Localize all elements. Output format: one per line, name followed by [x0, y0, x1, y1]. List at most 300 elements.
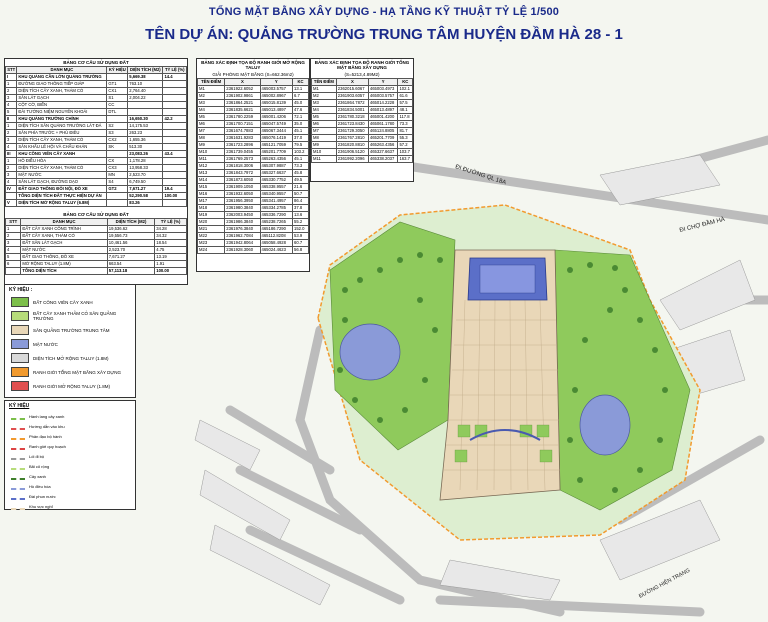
land-use-table — [5, 66, 187, 207]
table-row — [198, 135, 309, 142]
kyhieu-label: Hồ điều hòa — [29, 483, 51, 489]
table-cell: ĐÀI TƯỞNG NIỆM NGUYỄN KHOÁI — [17, 109, 107, 116]
table-cell: SÂN LÁT GẠCH, ĐƯỜNG DẠO — [17, 179, 107, 186]
table-cell: 2361932.6050 — [225, 191, 260, 198]
table-row — [6, 268, 187, 275]
legend-label: MẶT NƯỚC — [33, 341, 58, 347]
table-cell: DIỆN TÍCH SÂN QUẢNG TRƯỜNG LÁT ĐÁ — [17, 123, 107, 130]
table-cell: 10,461.56 — [107, 240, 154, 247]
stage-roof — [480, 265, 535, 293]
legend-item — [5, 323, 135, 337]
table-cell: 2361922.6052 — [225, 86, 260, 93]
table-cell: KHU CÔNG VIÊN CÂY XANH — [17, 151, 107, 158]
table-cell: DTL — [107, 109, 128, 116]
table-cell: 2361986.3840 — [225, 219, 260, 226]
table-cell: M7 — [312, 128, 337, 135]
table-cell: 465336.7290 — [260, 212, 293, 219]
table-cell: 49.5 — [293, 177, 309, 184]
table-cell: IV — [6, 186, 17, 193]
table-row — [312, 135, 413, 142]
table-row — [312, 142, 413, 149]
table-row — [312, 121, 413, 128]
table-row — [198, 191, 309, 198]
table-cell: 465058.4928 — [260, 240, 293, 247]
table-cell: 61.6 — [398, 93, 413, 100]
table-row — [198, 219, 309, 226]
table-row — [6, 186, 187, 193]
table-cell — [163, 102, 187, 109]
table-cell: 2361631.9283 — [225, 135, 260, 142]
table-row — [6, 88, 187, 95]
table-cell: M6 — [312, 121, 337, 128]
table-row — [6, 165, 187, 172]
table-cell: MẶT NƯỚC — [17, 172, 107, 179]
table-cell: 2,004.22 — [128, 95, 163, 102]
table-cell: 465334.2785 — [260, 205, 293, 212]
table-cell: MN — [107, 172, 128, 179]
table-cell: 465201.7709 — [260, 149, 293, 156]
legend-item — [5, 337, 135, 351]
table-cell: M8 — [198, 135, 225, 142]
kyhieu-symbol-icon — [11, 432, 25, 440]
table-row — [198, 177, 309, 184]
table-cell: 465263.4356 — [260, 156, 293, 163]
table-cell: 100.00 — [155, 268, 187, 275]
legend-swatch — [11, 311, 29, 321]
table-cell: 465076.1419 — [260, 135, 293, 142]
table-cell: 465061.1780 — [368, 121, 398, 128]
coord1-caption-2: GIẢI PHÓNG MẶT BẰNG (S=662.36m2) — [212, 72, 294, 77]
table-cell: 83.26 — [128, 200, 163, 207]
table-cell: 43.4 — [163, 151, 187, 158]
kyhieu-item — [5, 501, 135, 511]
table-cell: 1,655.36 — [128, 137, 163, 144]
table-row — [6, 226, 187, 233]
table-cell: 5,669.38 — [128, 74, 163, 81]
table-cell: 2361820.8810 — [336, 142, 368, 149]
table-cell: 37.8 — [293, 205, 309, 212]
table-cell: M20 — [198, 219, 225, 226]
table-row — [198, 128, 309, 135]
kyhieu-item — [5, 461, 135, 471]
table-cell: 2361864.2521 — [225, 100, 260, 107]
table-row — [198, 226, 309, 233]
legend-label: DIỆN TÍCH MỞ RỘNG TALUY (1.8M) — [33, 355, 109, 361]
table-header: KC — [398, 79, 413, 86]
table-cell: M4 — [198, 107, 225, 114]
table-cell: 465330.7752 — [260, 177, 293, 184]
table-header: X — [225, 79, 260, 86]
kyhieu-symbol-icon — [11, 452, 25, 460]
legend-title: KÝ HIỆU : — [9, 287, 33, 293]
table-cell: 465003.4973 — [368, 86, 398, 93]
table-header: TỶ LỆ (%) — [163, 67, 187, 74]
legend-swatch — [11, 353, 29, 363]
kyhieu-label: Cây xanh — [29, 473, 46, 479]
table-cell: CC — [107, 102, 128, 109]
table-cell: SÂN LÁT GẠCH — [17, 95, 107, 102]
table-row — [6, 137, 187, 144]
table-cell: 2361769.2573 — [225, 156, 260, 163]
table-row — [6, 193, 187, 200]
table-cell: 50.7 — [293, 191, 309, 198]
table-cell: 4 — [6, 179, 17, 186]
table-row — [6, 123, 187, 130]
table-cell: 4 — [6, 247, 21, 254]
table-cell: 57.5 — [398, 100, 413, 107]
kyhieu-label: Ranh giới quy hoạch — [29, 443, 66, 449]
table-cell: 45.1 — [293, 156, 309, 163]
table-cell: 117.8 — [398, 114, 413, 121]
table-row — [6, 179, 187, 186]
table-cell — [128, 109, 163, 116]
table-cell: 465340.9557 — [260, 191, 293, 198]
table-cell: 102.1 — [398, 86, 413, 93]
kyhieu-symbol-icon — [11, 472, 25, 480]
ownership-table — [5, 218, 187, 275]
table-cell: 34.32 — [155, 233, 187, 240]
table-cell: MỞ RỘNG TALUY (1.8M) — [21, 261, 107, 268]
table-cell: M1 — [198, 86, 225, 93]
table-cell: 16,650.30 — [128, 116, 163, 123]
table-cell: M12 — [198, 163, 225, 170]
project-title: TÊN DỰ ÁN: QUẢNG TRƯỜNG TRUNG TÂM HUYỆN ĐẦM HÀ 28 - 1 — [145, 26, 623, 43]
table-row — [6, 261, 187, 268]
coord-panel-1 — [196, 58, 310, 272]
table-cell: S4 — [107, 179, 128, 186]
coord-table-2 — [311, 78, 413, 163]
table-header: KÝ HIỆU — [108, 67, 126, 72]
table-cell — [128, 102, 163, 109]
table-cell: 1 — [6, 123, 17, 130]
legend-label: ĐẤT CÂY XANH THẢM CỎ SÂN QUẢNG TRƯỜNG — [33, 311, 117, 321]
table-row — [6, 151, 187, 158]
table-cell: 2361843.7972 — [225, 170, 260, 177]
table-cell — [107, 151, 128, 158]
table-cell: M15 — [198, 184, 225, 191]
table-cell: 2361674.7883 — [225, 128, 260, 135]
table-cell: M24 — [198, 247, 225, 254]
table-row — [6, 109, 187, 116]
table-row — [312, 107, 413, 114]
table-row — [6, 158, 187, 165]
legend-item — [5, 351, 135, 365]
table-cell: 2361956.3950 — [225, 198, 260, 205]
table-cell: 1 — [6, 81, 17, 88]
table-row — [312, 149, 413, 156]
table-cell: 2361835.6621 — [225, 107, 260, 114]
land-use-panel — [4, 58, 188, 285]
table-row — [198, 114, 309, 121]
table-cell: M6 — [198, 121, 225, 128]
road-label-cho: ĐI CHỢ ĐẦM HÀ — [679, 216, 726, 234]
legend-item — [5, 309, 135, 323]
coord-table-1 — [197, 78, 309, 254]
table-cell: 7,671.27 — [128, 186, 163, 193]
table-cell: 465124.8805 — [368, 128, 398, 135]
table-cell: 4.75 — [155, 247, 187, 254]
table-cell: 465186.7290 — [260, 226, 293, 233]
table-cell: 2361902.9861 — [225, 93, 260, 100]
kyhieu-label: Lối đi bộ — [29, 453, 45, 459]
block-right-mid — [660, 260, 755, 330]
table-cell — [107, 74, 128, 81]
table-cell: 2361903.6057 — [336, 93, 368, 100]
table-header: DANH MỤC — [17, 67, 107, 74]
table-cell: DIỆN TÍCH MỞ RỘNG TALUY (6.8M) — [17, 200, 107, 207]
table-cell: 5 — [6, 109, 17, 116]
table-row — [312, 86, 413, 93]
table-cell: CỘT CỜ, BIỂN — [17, 102, 107, 109]
table-cell: M10 — [198, 149, 225, 156]
legend-swatch — [11, 339, 29, 349]
coord-panel-2 — [310, 58, 414, 182]
table-row — [6, 74, 187, 81]
table-cell: M23 — [198, 240, 225, 247]
table-row — [6, 102, 187, 109]
table-cell: II — [6, 116, 17, 123]
table-row — [6, 81, 187, 88]
table-cell: 3 — [6, 95, 17, 102]
road-label-hien-trang: ĐƯỜNG HIỆN TRẠNG — [638, 567, 692, 600]
table-cell: 4 — [6, 102, 17, 109]
table-cell: 2361873.6050 — [225, 177, 260, 184]
table-row — [6, 95, 187, 102]
table-cell: ĐẤT GIAO THÔNG, ĐỖ XE — [21, 254, 107, 261]
table-cell — [163, 137, 187, 144]
table-cell: 2 — [6, 130, 17, 137]
table-cell: 4 — [6, 144, 17, 151]
table-cell: 13,958.33 — [128, 165, 163, 172]
table-cell: III — [6, 151, 17, 158]
table-row — [312, 128, 413, 135]
road-label-ql18a: ĐI ĐƯỜNG QL 18A — [454, 164, 507, 187]
table-cell: 100.00 — [163, 193, 187, 200]
table-row — [198, 149, 309, 156]
kyhieu-item — [5, 421, 135, 431]
legend-label: ĐẤT CÔNG VIÊN CÂY XANH — [33, 299, 93, 305]
table-cell: ĐƯỜNG GIAO THÔNG TIẾP GIÁP — [17, 81, 107, 88]
table-row — [6, 116, 187, 123]
table-row — [198, 163, 309, 170]
table-cell: 7,671.27 — [107, 254, 154, 261]
table-cell: 465327.6637 — [368, 149, 398, 156]
table-cell: 79.5 — [293, 142, 309, 149]
table-cell: 1.91 — [155, 261, 187, 268]
table-cell: 2 — [6, 233, 21, 240]
table-cell: 2361864.7872 — [336, 100, 368, 107]
table-row — [198, 212, 309, 219]
table-cell: 45.0 — [293, 100, 309, 107]
table-cell: 513.30 — [128, 144, 163, 151]
table-cell: 47.6 — [293, 107, 309, 114]
table-cell: 45.1 — [293, 128, 309, 135]
table-cell: M3 — [198, 100, 225, 107]
table-cell: 2361976.3840 — [225, 226, 260, 233]
table-cell: 2,764.40 — [128, 88, 163, 95]
table-row — [6, 254, 187, 261]
table-header: TÊN ĐIỂM — [198, 79, 225, 86]
kyhieu-label: Hành lang cây xanh — [29, 413, 65, 419]
table-cell: SK — [107, 144, 128, 151]
table-header: DIỆN TÍCH (M2) — [128, 67, 163, 74]
table-cell: 37.0 — [293, 135, 309, 142]
table-cell: 465003.5757 — [260, 86, 293, 93]
table-cell: 72.1 — [293, 114, 309, 121]
table-cell — [163, 179, 187, 186]
table-cell — [163, 165, 187, 172]
table-cell: M7 — [198, 128, 225, 135]
table-cell: 2361992.2096 — [336, 156, 368, 163]
table-cell: S1 — [107, 95, 128, 102]
table-cell: S3 — [107, 130, 128, 137]
plan-title: TỔNG MẶT BẰNG XÂY DỰNG - HẠ TẦNG KỸ THUẬT TỶ LỆ 1/500 — [208, 6, 560, 18]
table-cell: 19,556.73 — [107, 233, 154, 240]
table-cell: 152.0 — [293, 226, 309, 233]
table-cell: 2361723.8430 — [336, 121, 368, 128]
table-cell: 1,178.28 — [128, 158, 163, 165]
table-cell: 3 — [6, 172, 17, 179]
kyhieu-item — [5, 481, 135, 491]
table-header: TÊN ĐIỂM — [312, 79, 337, 86]
table-cell: M18 — [198, 205, 225, 212]
table-cell — [107, 200, 128, 207]
table-cell — [163, 172, 187, 179]
table-header: KC — [293, 79, 309, 86]
kyhieu-item — [5, 411, 135, 421]
table-cell — [163, 144, 187, 151]
table-cell: M2 — [312, 93, 337, 100]
legend-item — [5, 365, 135, 379]
kyhieu-symbol-icon — [11, 462, 25, 470]
table-cell: 465002.8967 — [260, 93, 293, 100]
table-cell — [107, 116, 128, 123]
legend-item — [5, 379, 135, 393]
left-lake[interactable] — [340, 324, 400, 380]
table-cell: 263.23 — [128, 130, 163, 137]
table-cell: KHU QUẢNG CẦN LỚN QUẢNG TRƯỜNG — [17, 74, 107, 81]
block-left-2 — [200, 470, 290, 540]
table-cell: 1 — [6, 158, 17, 165]
table-cell: DIỆN TÍCH CÂY XANH, THẢM CỎ — [17, 165, 107, 172]
table-cell: 6,749.50 — [128, 179, 163, 186]
table-cell: M2 — [198, 93, 225, 100]
table-row — [198, 240, 309, 247]
table-row — [198, 142, 309, 149]
table-cell: I — [6, 74, 17, 81]
table-cell: ĐẤT CÂY XANH CÔNG TRÌNH — [21, 226, 107, 233]
table-cell: 19,536.62 — [107, 226, 154, 233]
table-cell: M1 — [312, 86, 337, 93]
table-cell: TỔNG DIỆN TÍCH — [21, 268, 107, 275]
table-cell: M21 — [198, 226, 225, 233]
table-cell: M14 — [198, 177, 225, 184]
table-cell: 35.0 — [293, 121, 309, 128]
table-cell: SÂN KHẤU LỄ HỘI VÀ CHẤU KHÁN — [17, 144, 107, 151]
table-cell: 465047.5749 — [260, 121, 293, 128]
table-row — [198, 198, 309, 205]
kyhieu-label: Hướng dẫn vào khu — [29, 423, 65, 429]
table-cell: ĐẤT SÂN LÁT GẠCH — [21, 240, 107, 247]
legend-swatch — [11, 297, 29, 307]
table-cell: 86.4 — [293, 198, 309, 205]
table-cell: 465001.4206 — [260, 114, 293, 121]
kyhieu-label: Đài phun nước — [29, 493, 56, 499]
road-bottom — [440, 600, 700, 612]
table-cell: M10 — [312, 149, 337, 156]
right-lake[interactable] — [580, 395, 630, 455]
table-cell: 53.9 — [293, 233, 309, 240]
table-row — [6, 240, 187, 247]
table-cell: 2361834.5001 — [336, 107, 368, 114]
table-cell: DIỆN TÍCH CÂY XANH, THẢM CỎ — [17, 88, 107, 95]
table-cell: 13.6 — [293, 212, 309, 219]
table-cell: 465067.3444 — [260, 128, 293, 135]
table-cell: 2 — [6, 165, 17, 172]
table-cell: 465015.8139 — [260, 100, 293, 107]
table-cell — [163, 158, 187, 165]
legend-label: RANH GIỚI TỔNG MẶT BẰNG XÂY DỰNG — [33, 369, 121, 375]
kyhieu-symbol-icon — [11, 412, 25, 420]
table-cell: 763.10 — [128, 81, 163, 88]
kyhieu-label: Khu vực nghỉ — [29, 503, 53, 509]
table-cell: 103.7 — [398, 149, 413, 156]
kyhieu-item — [5, 471, 135, 481]
table-cell: 465201.7709 — [368, 135, 398, 142]
table-cell: 14,175.53 — [128, 123, 163, 130]
table-row — [198, 156, 309, 163]
table-cell: 2361780.2259 — [225, 114, 260, 121]
table-cell: CX3 — [107, 165, 128, 172]
table-cell: GT1 — [107, 81, 128, 88]
table-cell: 13.1 — [293, 86, 309, 93]
table-header: TỶ LỆ (%) — [155, 219, 187, 226]
table-cell: 21.6 — [293, 184, 309, 191]
table-cell: 663.54 — [107, 261, 154, 268]
legend-label: SÂN QUẢNG TRƯỜNG TRUNG TÂM — [33, 327, 110, 333]
table-cell — [6, 268, 21, 275]
table-cell: 34.28 — [155, 226, 187, 233]
table-row — [6, 247, 187, 254]
table-cell: CX2 — [107, 137, 128, 144]
table-cell: ĐẤT GIAO THÔNG ĐỐI NỘI, ĐỖ XE — [17, 186, 107, 193]
table-cell — [163, 88, 187, 95]
table-cell: GT2 — [107, 186, 128, 193]
table-cell: CX1 — [107, 88, 128, 95]
table-cell: 55.2 — [293, 219, 309, 226]
table-cell: 2361909.1050 — [225, 184, 260, 191]
legend-panel — [4, 284, 136, 398]
table-cell: 2,523.70 — [107, 247, 154, 254]
table-cell: S2 — [107, 123, 128, 130]
table-cell: 2 — [6, 88, 17, 95]
table-cell: 73.3 — [293, 163, 309, 170]
table-cell: V — [6, 200, 17, 207]
table-cell: 13.19 — [155, 254, 187, 261]
table-row — [312, 114, 413, 121]
table-cell: 6.7 — [293, 93, 309, 100]
table-row — [198, 247, 309, 254]
table-cell: 2361962.7084 — [225, 233, 260, 240]
kyhieu-symbol-icon — [11, 482, 25, 490]
table-cell: 2361767.2810 — [336, 135, 368, 142]
table-header: DIỆN TÍCH (M2) — [107, 219, 154, 226]
table-cell: M3 — [312, 100, 337, 107]
table-cell: 42.2 — [163, 116, 187, 123]
table-cell: 465341.4957 — [260, 198, 293, 205]
table-cell: 1 — [6, 226, 21, 233]
table-row — [198, 205, 309, 212]
